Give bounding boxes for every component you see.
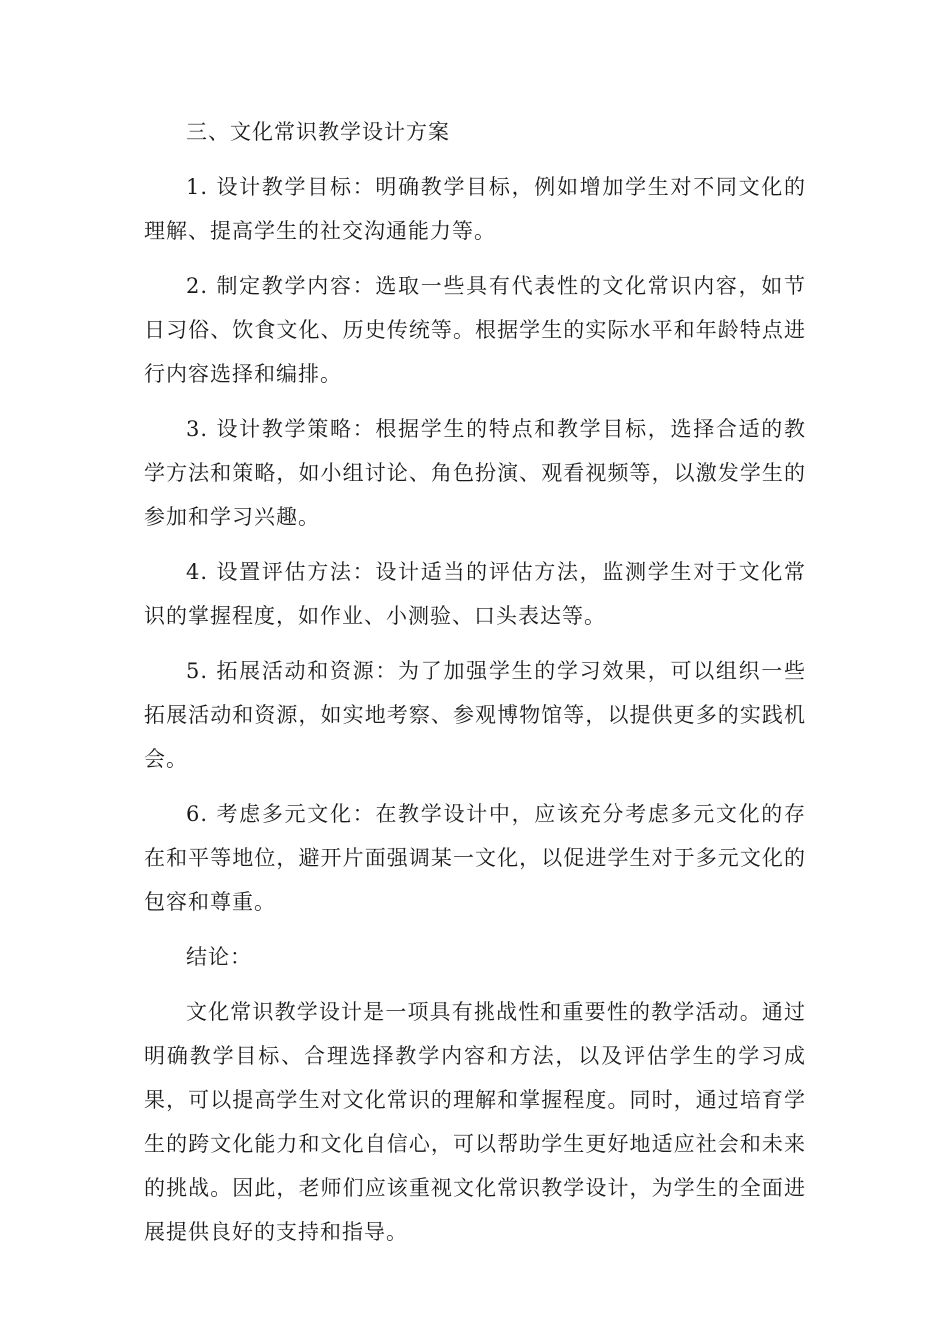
- item-text: 考虑多元文化：在教学设计中，应该充分考虑多元文化的存在和平等地位，避开片面强调某一文化，以促进学生对于多元文化的包容和尊重。: [144, 802, 806, 914]
- section-title: 三、文化常识教学设计方案: [186, 120, 450, 144]
- list-item-4: [144, 550, 806, 638]
- list-item-5: [144, 649, 806, 781]
- item-number: 1.: [186, 175, 209, 199]
- item-number: 5.: [186, 659, 209, 683]
- item-number: 2.: [186, 274, 209, 298]
- item-text: 制定教学内容：选取一些具有代表性的文化常识内容，如节日习俗、饮食文化、历史传统等。根据学生的实际水平和年龄特点进行内容选择和编排。: [144, 274, 806, 386]
- list-item-3: [144, 407, 806, 539]
- list-item-1: [144, 165, 806, 253]
- item-number: 3.: [186, 417, 209, 441]
- conclusion-heading: 结论：: [186, 945, 252, 969]
- document-body: [144, 110, 806, 1265]
- conclusion-paragraph: 文化常识教学设计是一项具有挑战性和重要性的教学活动。通过明确教学目标、合理选择教学内容和方法，以及评估学生的学习成果，可以提高学生对文化常识的理解和掌握程度。同时，通过培育学生的跨文化能力和文化自信心，可以帮助学生更好地适应社会和未来的挑战。因此，老师们应该重视文化常识教学设计，为学生的全面进展提供良好的支持和指导。: [144, 1000, 806, 1244]
- list-item-6: [144, 792, 806, 924]
- item-text: 拓展活动和资源：为了加强学生的学习效果，可以组织一些拓展活动和资源，如实地考察、参观博物馆等，以提供更多的实践机会。: [144, 659, 806, 771]
- item-text: 设计教学策略：根据学生的特点和教学目标，选择合适的教学方法和策略，如小组讨论、角色扮演、观看视频等，以激发学生的参加和学习兴趣。: [144, 417, 806, 529]
- item-number: 6.: [186, 802, 209, 826]
- item-text: 设计教学目标：明确教学目标，例如增加学生对不同文化的理解、提高学生的社交沟通能力等。: [144, 175, 806, 243]
- list-item-2: [144, 264, 806, 396]
- item-text: 设置评估方法：设计适当的评估方法，监测学生对于文化常识的掌握程度，如作业、小测验、口头表达等。: [144, 560, 806, 628]
- item-number: 4.: [186, 560, 209, 584]
